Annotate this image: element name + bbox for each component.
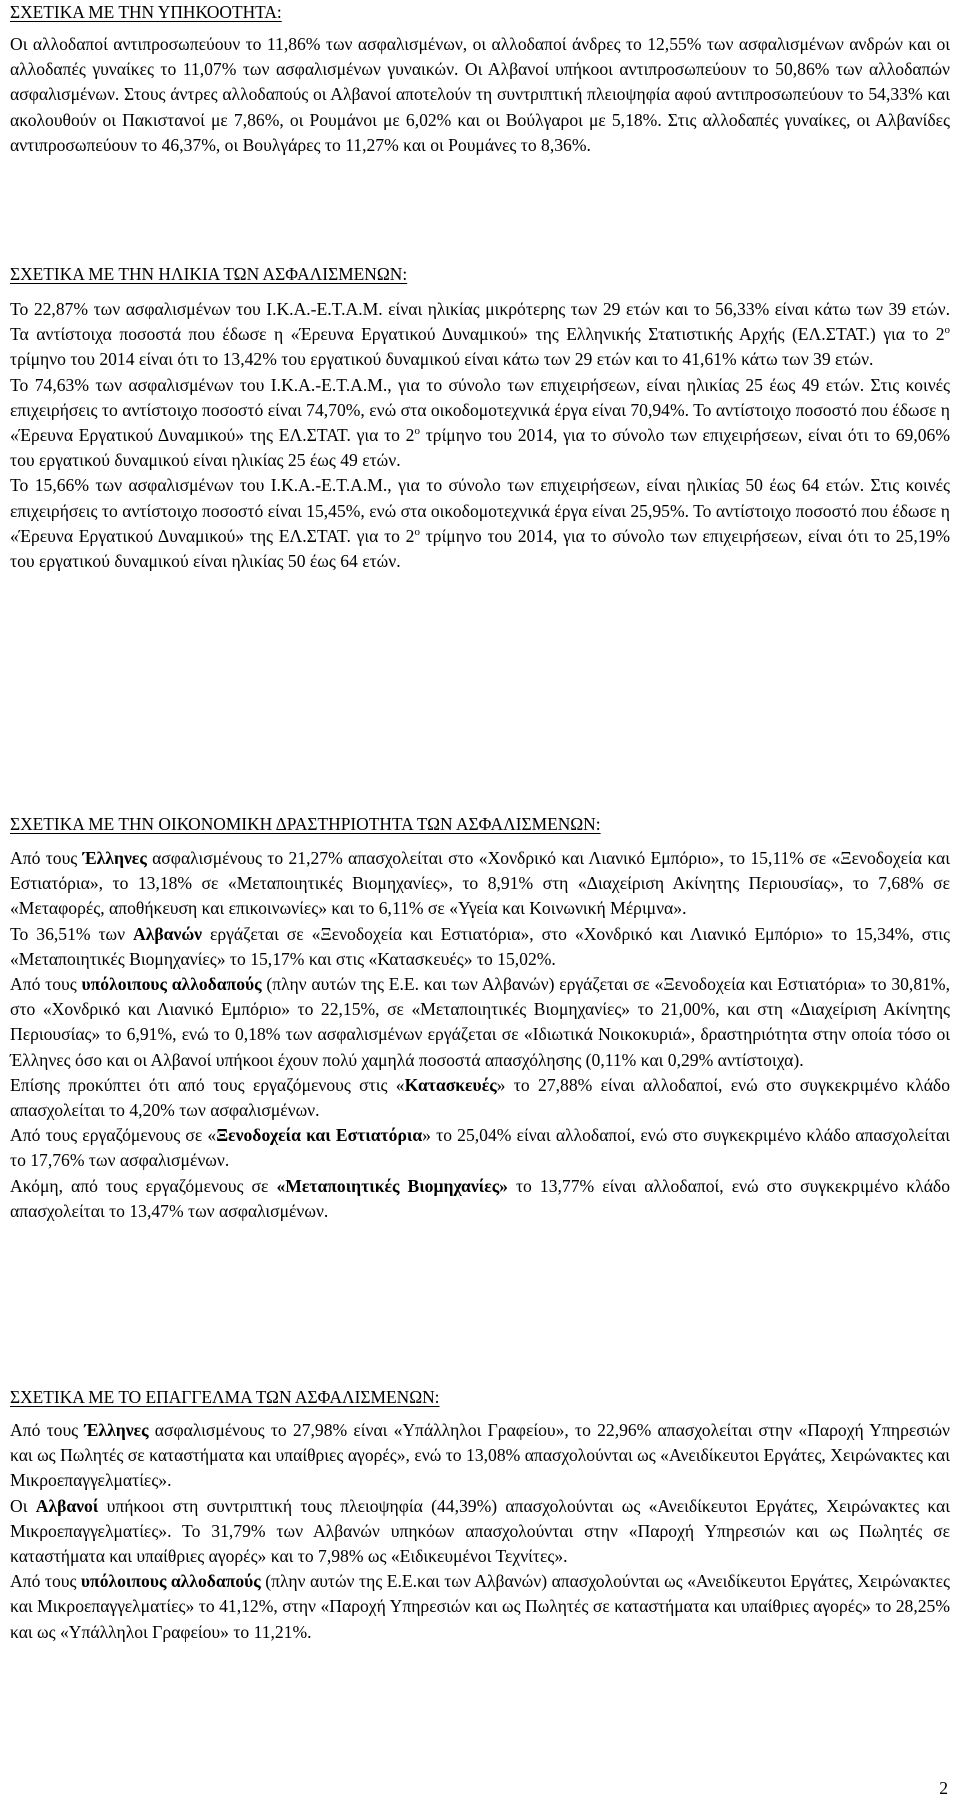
text-run: Από τους <box>10 1571 81 1592</box>
superscript: ο <box>414 525 420 538</box>
superscript: ο <box>944 324 950 337</box>
paragraph <box>10 846 950 922</box>
text-run: Οι αλλοδαποί αντιπροσωπεύουν το 11,86% των ασφαλισμένων, οι αλλοδαποί άνδρες το 12,55% των ασφαλισμένων ανδρών και οι αλλοδαπές γυναίκες το 11,07% των ασφαλισμένων γυναικών. Οι Αλβανοί υπήκοοι αντιπροσωπεύουν το 50,86% των αλλοδαπών ασφαλισμένων. Στους άντρες αλλοδαπούς οι Αλβανοί αποτελούν τη συντριπτική πλειοψηφία αφού αντιπροσωπεύουν το 54,33% και ακολουθούν οι Πακιστανοί με 7,86%, οι Ρουμάνοι με 6,02% και οι Βούλγαροι με 5,18%. Στις αλλοδαπές γυναίκες, οι Αλβανίδες αντιπροσωπεύουν το 46,37%, οι Βουλγάρες το 11,27% και οι Ρουμάνες το 8,36%. <box>10 34 950 155</box>
text-run: τρίμηνο του 2014, για το σύνολο των επιχειρήσεων, είναι ότι το 69,06% του εργατικού δυναμικού είναι ηλικίας 25 έως 49 ετών. <box>10 425 950 471</box>
section-body-occupation <box>10 1418 950 1645</box>
paragraph <box>10 32 950 158</box>
section-heading-age: ΣΧΕΤΙΚΑ ΜΕ ΤΗΝ ΗΛΙΚΙΑ ΤΩΝ ΑΣΦΑΛΙΣΜΕΝΩΝ: <box>10 264 408 284</box>
text-run: Οι <box>10 1495 36 1516</box>
paragraph <box>10 1174 950 1224</box>
text-run: ασφαλισμένους το 27,98% είναι «Υπάλληλοι Γραφείου», το 22,96% απασχολείται στην «Παροχή Υπηρεσιών και ως Πωλητές σε καταστήματα και υπαίθριες αγορές», ενώ το 13,08% απασχολούνται ως «Ανειδίκευτοι Εργάτες, Χειρώνακτες και Μικροεπαγγελματίες». <box>10 1420 950 1491</box>
bold-text: Αλβανών <box>133 923 203 944</box>
section-body-citizenship <box>10 32 950 158</box>
paragraph <box>10 1418 950 1494</box>
text-run: τρίμηνο του 2014, για το σύνολο των επιχειρήσεων, είναι ότι το 25,19% του εργατικού δυναμικού είναι ηλικίας 50 έως 64 ετών. <box>10 525 950 572</box>
bold-text: Αλβανοί <box>35 1495 99 1516</box>
page-number: 2 <box>939 1778 948 1798</box>
text-run: Το 15,66% των ασφαλισμένων του Ι.Κ.Α.-Ε.Τ.Α.Μ., για το σύνολο των επιχειρήσεων, είναι ηλικίας 50 έως 64 ετών. Στις κοινές επιχειρήσεις το αντίστοιχο ποσοστό είναι 15,45%, ενώ στα οικοδομοτεχνικά έργα είναι 25,95%. Το αντίστοιχο ποσοστό που έδωσε η «Έρευνα Εργατικού Δυναμικού» της ΕΛ.ΣΤΑΤ. για το 2 <box>10 475 950 546</box>
section-heading-occupation: ΣΧΕΤΙΚΑ ΜΕ ΤΟ ΕΠΑΓΓΕΛΜΑ ΤΩΝ ΑΣΦΑΛΙΣΜΕΝΩΝ: <box>10 1387 440 1407</box>
bold-text: «Μεταποιητικές Βιομηχανίες» <box>276 1175 508 1196</box>
text-run: » το 25,04% είναι αλλοδαποί, ενώ στο συγκεκριμένο κλάδο απασχολείται το 17,76% των ασφαλισμένων. <box>10 1125 950 1171</box>
text-run: Από τους <box>10 1420 85 1440</box>
bold-text: υπόλοιπους αλλοδαπούς <box>80 1571 261 1592</box>
bold-text: Κατασκευές <box>404 1074 497 1095</box>
text-run: τρίμηνο του 2014 είναι ότι το 13,42% του εργατικού δυναμικού είναι κάτω των 29 ετών και το 41,61% κάτω των 39 ετών. <box>10 349 874 370</box>
paragraph <box>10 1569 950 1645</box>
text-run: (πλην αυτών της Ε.Ε.και των Αλβανών) απασχολούνται ως «Ανειδίκευτοι Εργάτες, Χειρώνακτες και Μικροεπαγγελματίες» το 41,12%, στην «Παροχή Υπηρεσιών και ως Πωλητές σε καταστήματα και υπαίθριες αγορές» το 28,25% και ως «Υπάλληλοι Γραφείου» το 11,21%. <box>10 1571 950 1642</box>
text-run: Από τους εργαζόμενους σε « <box>10 1125 217 1146</box>
section-body-age <box>10 297 950 574</box>
section-body-economic-activity <box>10 846 950 1224</box>
paragraph <box>10 1494 950 1570</box>
text-run: Το 36,51% των <box>10 923 134 944</box>
text-run: υπήκοοι στη συντριπτική τους πλειοψηφία (44,39%) απασχολούνται ως «Ανειδίκευτοι Εργάτες, Χειρώνακτες και Μικροεπαγγελματίες». Το 31,79% των Αλβανών υπηκόων απασχολούνται στην «Παροχή Υπηρεσιών και ως Πωλητές σε καταστήματα και υπαίθριες αγορές» και το 7,98% ως «Ειδικευμένοι Τεχνίτες». <box>10 1495 950 1567</box>
text-run: Επίσης προκύπτει ότι από τους εργαζόμενους στις « <box>10 1074 405 1095</box>
bold-text: Έλληνες <box>82 848 147 868</box>
text-run: Από τους <box>10 848 83 868</box>
paragraph <box>10 1073 950 1123</box>
text-run: το 13,77% είναι αλλοδαποί, ενώ στο συγκεκριμένο κλάδο απασχολείται το 13,47% των ασφαλισμένων. <box>10 1175 951 1221</box>
text-run: Το 74,63% των ασφαλισμένων του Ι.Κ.Α.-Ε.Τ.Α.Μ., για το σύνολο των επιχειρήσεων, είναι ηλικίας 25 έως 49 ετών. Στις κοινές επιχειρήσεις το αντίστοιχο ποσοστό είναι 74,70%, ενώ στα οικοδομοτεχνικά έργα είναι 70,94%. Το αντίστοιχο ποσοστό που έδωσε η «Έρευνα Εργατικού Δυναμικού» της ΕΛ.ΣΤΑΤ. για το 2 <box>10 374 950 446</box>
paragraph <box>10 297 950 373</box>
bold-text: Ξενοδοχεία και Εστιατόρια <box>216 1125 423 1146</box>
text-run: εργάζεται σε «Ξενοδοχεία και Εστιατόρια», στο «Χονδρικό και Λιανικό Εμπόριο» το 15,34%, στις «Μεταποιητικές Βιομηχανίες» το 15,17% και στις «Κατασκευές» το 15,02%. <box>10 923 950 969</box>
bold-text: Έλληνες <box>84 1420 149 1440</box>
paragraph <box>10 373 950 474</box>
text-run: Το 22,87% των ασφαλισμένων του Ι.Κ.Α.-Ε.Τ.Α.Μ. είναι ηλικίας μικρότερης των 29 ετών και το 56,33% είναι κάτω των 39 ετών. Τα αντίστοιχα ποσοστά που έδωσε η «Έρευνα Εργατικού Δυναμικού» της Ελληνικής Στατιστικής Αρχής (ΕΛ.ΣΤΑΤ.) για το 2 <box>10 299 950 345</box>
paragraph <box>10 1123 950 1173</box>
text-run: ασφαλισμένους το 21,27% απασχολείται στο «Χονδρικό και Λιανικό Εμπόριο», το 15,11% σε «Ξενοδοχεία και Εστιατόρια», το 13,18% σε «Μεταποιητικές Βιομηχανίες», το 8,91% στη «Διαχείριση Ακίνητης Περιουσίας», το 7,68% σε «Μεταφορές, αποθήκευση και επικοινωνίες» και το 6,11% σε «Υγεία και Κοινωνική Μέριμνα». <box>10 848 950 919</box>
text-run: Ακόμη, από τους εργαζόμενους σε <box>10 1175 277 1196</box>
text-run: » το 27,88% είναι αλλοδαποί, ενώ στο συγκεκριμένο κλάδο απασχολείται το 4,20% των ασφαλισμένων. <box>10 1074 950 1121</box>
text-run: Από τους <box>10 974 82 995</box>
section-heading-citizenship: ΣΧΕΤΙΚΑ ΜΕ ΤΗΝ ΥΠΗΚΟΟΤΗΤΑ: <box>10 2 282 22</box>
paragraph <box>10 922 950 972</box>
paragraph <box>10 473 950 574</box>
bold-text: υπόλοιπους αλλοδαπούς <box>81 974 262 995</box>
superscript: ο <box>414 425 420 438</box>
section-heading-economic-activity: ΣΧΕΤΙΚΑ ΜΕ ΤΗΝ ΟΙΚΟΝΟΜΙΚΗ ΔΡΑΣΤΗΡΙΟΤΗΤΑ ΤΩΝ ΑΣΦΑΛΙΣΜΕΝΩΝ: <box>10 814 601 834</box>
text-run: (πλην αυτών της Ε.Ε. και των Αλβανών) εργάζεται σε «Ξενοδοχεία και Εστιατόρια» το 30,81%, στο «Χονδρικό και Λιανικό Εμπόριο» το 22,15%, σε «Μεταποιητικές Βιομηχανίες» το 21,00%, και στη «Διαχείριση Ακίνητης Περιουσίας» το 6,91%, ενώ το 0,18% των ασφαλισμένων εργάζεται σε «Ιδιωτικά Νοικοκυριά», δραστηριότητα στην οποία τόσο οι Έλληνες όσο και οι Αλβανοί υπήκοοι έχουν πολύ χαμηλά ποσοστά απασχόλησης (0,11% και 0,29% αντίστοιχα). <box>10 974 950 1070</box>
paragraph <box>10 972 950 1073</box>
